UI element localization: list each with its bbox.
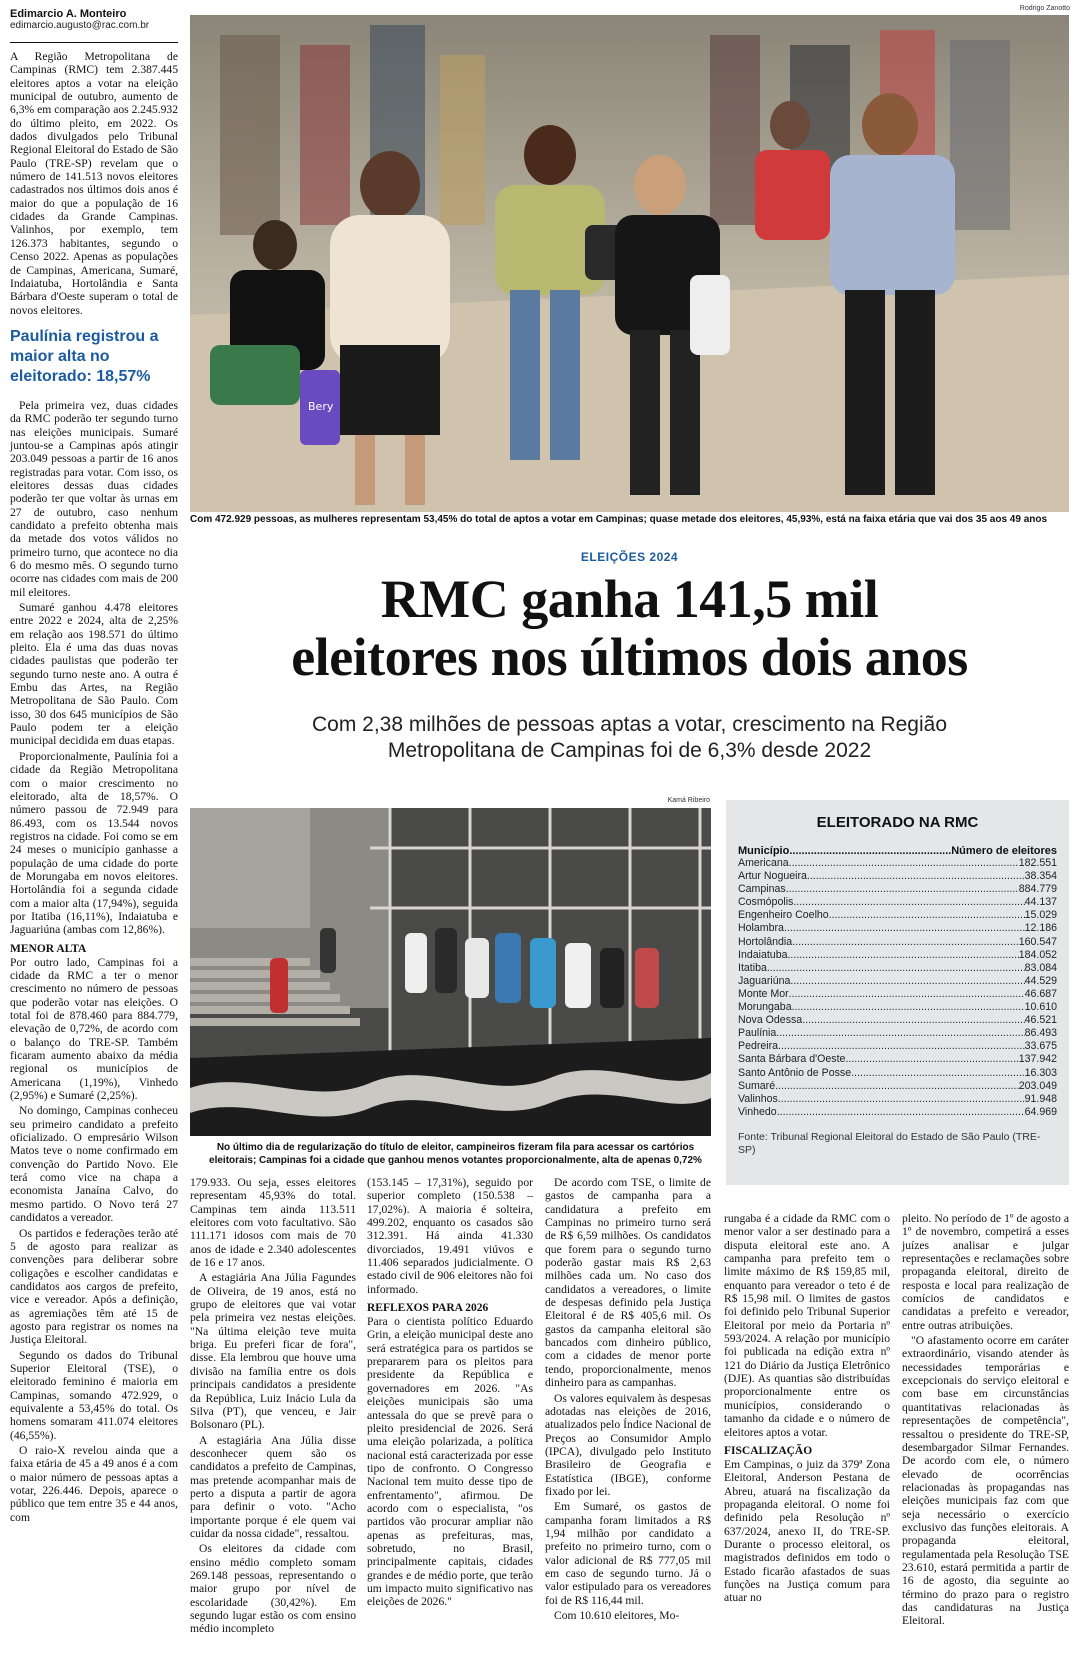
- voter-count: 137.942: [1018, 1053, 1057, 1066]
- dot-leader: [786, 883, 1019, 896]
- column-6: [902, 1212, 1069, 1630]
- photo-caption: No último dia de regularização do título de eleitor, campineiros fizeram fila para acessar os cartórios eleitorais; Campinas foi a cidade que ganhou menos votantes proporcionalmente, alta de apenas 0,72%: [209, 1142, 702, 1166]
- deck-line-1: Com 2,38 milhões de pessoas aptas a votar, crescimento na Região: [311, 713, 947, 736]
- dot-leader: [775, 1080, 1019, 1093]
- paragraph: A estagiária Ana Júlia Fagundes de Oliveira, de 19 anos, está no grupo de eleitores que vai votar pela primeira vez nestas eleições. "Na última eleição teve muita briga. Eu preferi ficar de fora", disse. Ela lembrou que houve uma divisão na família entre os dois principais candidatos a presidente da República, Luiz Inácio Lula da Silva (PT), que venceu, e Jair Bolsonaro (PL).: [190, 1271, 356, 1432]
- voter-count: 884.779: [1018, 883, 1057, 896]
- table-rows: [738, 857, 1057, 1119]
- city-name: Monte Mor: [738, 987, 789, 1000]
- table-row: [738, 1053, 1057, 1066]
- voter-count: 15.029: [1024, 909, 1057, 922]
- voter-count: 16.303: [1024, 1066, 1057, 1079]
- city-name: Cosmópolis: [738, 896, 794, 909]
- table-row: [738, 1093, 1057, 1106]
- paragraph: O raio-X revelou ainda que a faixa etária de 45 a 49 anos é a com o maior número de pessoas aptas a votar, 226.446. Depois, aparece o público que tem entre 35 e 44 anos, com: [10, 1444, 178, 1524]
- lead-paragraph: A Região Metropolitana de Campinas (RMC) tem 2.387.445 eleitores aptos a votar na eleição municipal de outubro, aumento de 6,3% em comparação aos 2.245.932 do último pleito, em 2022. Os dados divulgados pelo Tribunal Regional Eleitoral do Estado de São Paulo (TRE-SP) revelam que o número de 141.513 novos eleitores cadastrados nos últimos dois anos é maior do que a população de 16 cidades da Grande Campinas. Valinhos, por exemplo, tem 126.373 habitantes, segundo o Censo 2022. Apenas as populações de Campinas, Americana, Sumaré, Indaiatuba, Hortolândia e Santa Bárbara d'Oeste superam o total de novos eleitores.: [10, 50, 178, 317]
- paragraph: Em Campinas, o juiz da 379ª Zona Eleitoral, Anderson Pestana de Abreu, atuará na fiscalização da propaganda eleitoral. O nome foi definido pela Resolução nº 637/2024, anexo II, do TRE-SP. Durante o processo eleitoral, os magistrados definidos em todo o Estado ficarão afastados de suas funções na Justiça comum para atuar no: [724, 1457, 890, 1605]
- table-row: [738, 857, 1057, 870]
- dot-leader: [845, 1053, 1018, 1066]
- city-name: Nova Odessa: [738, 1014, 803, 1027]
- paragraph: Por outro lado, Campinas foi a cidade da RMC a ter o menor crescimento no número de pessoas que poderão votar nas eleições. O total foi de 878.460 para 884.779, elevação de 0,72%, de acordo com o balanço do TRE-SP. Também ficaram aumento abaixo da média regional os municípios de Americana (1,19%), Vinhedo (2,95%) e Sumaré (2,25%).: [10, 955, 178, 1103]
- paragraph: (153.145 – 17,31%), seguido por superior completo (150.538 – 17,02%). A maioria é solteira, 499.202, enquanto os casados são 312.391. Há ainda 41.330 divorciados, 19.491 viúvos e 11.406 separados judicialmente. O estado civil de 906 eleitores não foi informado.: [367, 1176, 533, 1296]
- city-name: Itatiba: [738, 961, 767, 974]
- crowd-photo: [190, 15, 1069, 512]
- column-5: [724, 1212, 890, 1607]
- city-name: Paulínia: [738, 1027, 777, 1040]
- dot-leader: [778, 1093, 1025, 1106]
- voter-count: 44.529: [1024, 974, 1057, 987]
- voter-count: 64.969: [1024, 1105, 1057, 1118]
- dot-leader: [789, 845, 951, 857]
- dot-leader: [829, 909, 1025, 922]
- dot-leader: [793, 896, 1024, 909]
- author-email[interactable]: edimarcio.augusto@rac.com.br: [10, 20, 150, 31]
- dot-leader: [807, 870, 1025, 883]
- table-title: ELEITORADO NA RMC: [816, 814, 979, 831]
- table-row: [738, 922, 1057, 935]
- subheading-menor-alta: MENOR ALTA: [10, 942, 87, 955]
- table-row: [738, 988, 1057, 1001]
- city-name: Valinhos: [738, 1092, 778, 1105]
- voter-count: 182.551: [1018, 857, 1057, 869]
- column-3: [367, 1176, 533, 1611]
- table-row: [738, 883, 1057, 896]
- table-header: [738, 845, 1057, 857]
- city-name: Pedreira: [738, 1040, 779, 1053]
- author-name: Edimarcio A. Monteiro: [10, 8, 127, 20]
- highlight-quote: Paulínia registrou a maior alta no eleitorado: 18,57%: [10, 327, 159, 385]
- city-name: Sumaré: [738, 1079, 776, 1092]
- table-row: [738, 936, 1057, 949]
- deck-line-2: Metropolitana de Campinas foi de 6,3% desde 2022: [387, 739, 872, 762]
- column-header-city: Município: [738, 845, 790, 857]
- paragraph: A estagiária Ana Júlia disse desconhecer quem são os candidatos a prefeito de Campinas, mas pretende acompanhar mais de perto a disputa a partir de agora para definir o voto. "Acho importante porque é ele quem vai cuidar da nossa cidade", ressaltou.: [190, 1433, 356, 1540]
- paragraph: rungaba é a cidade da RMC com o menor valor a ser destinado para a disputa eleitoral este ano. A campanha para prefeito tem o limite máximo de R$ 159,85 mil, enquanto para vereador o teto é de R$ 15,98 mil. O limites de gastos foi definido pelo Tribunal Superior Eleitoral por meio da Portaria nº 593/2024. A relação por município foi publicada na edição extra nº 121 do Diário da Justiça Eletrônico (DJE). As quantias são distribuídas proporcionalmente entre os municípios, considerando o tamanho da cidade e o número de eleitores aptos a votar.: [724, 1212, 890, 1439]
- paragraph: Pela primeira vez, duas cidades da RMC poderão ter segundo turno nas eleições municipais. Sumaré juntou-se a Campinas após atingir 203.049 pessoas a partir de 16 anos registradas para votar. Com isso, os eleitores dessas duas cidades poderão ter que voltar às urnas em 27 de outubro, caso nenhum candidato a prefeito obtenha mais da metade dos votos válidos no primeiro turno, que acontece no dia 6 do mesmo mês. O segundo turno ocorre nas cidades com mais de 200 mil eleitores.: [10, 398, 178, 599]
- city-name: Jaguariúna: [738, 974, 791, 987]
- paragraph: Para o cientista político Eduardo Grin, a eleição municipal deste ano será estratégica para os partidos se prepararem para os pleitos para presidente da República e governadores em 2026. "As eleições municipais são uma antessala do que se prevê para o pleito presidencial de 2026. Será uma eleição polarizada, a política nacional está caracterizada por esse tipo de confronto. O Congresso Nacional tem muito desse tipo de enfrentamento", afirmou. De acordo com o especialista, "os partidos vão procurar ampliar não apenas as prefeituras, mas, sobretudo, no Brasil, principalmente capitais, cidades grandes e de médio porte, que terão um impacto muito significativo nas eleições de 2026.": [367, 1315, 533, 1609]
- photo-credit: Kamá Ribeiro: [667, 797, 710, 804]
- queue-photo: [190, 808, 711, 1136]
- table-row: [738, 1040, 1057, 1053]
- paragraph: Os valores equivalem às despesas adotadas nas eleições de 2016, atualizados pelo Índice Nacional de Preços ao Consumidor Amplo (IPCA), divulgado pelo Instituto Brasileiro de Geografia e Estatística (IBGE), conforme fixado por lei.: [545, 1391, 711, 1498]
- table-source: Fonte: Tribunal Regional Eleitoral do Estado de São Paulo (TRE-SP): [738, 1130, 1041, 1156]
- city-name: Indaiatuba: [738, 948, 788, 961]
- city-name: Santa Bárbara d'Oeste: [738, 1053, 846, 1066]
- dot-leader: [789, 988, 1025, 1001]
- voter-count: 33.675: [1024, 1040, 1057, 1053]
- voter-count: 46.687: [1024, 987, 1057, 1000]
- paragraph: No domingo, Campinas conheceu seu primeiro candidato a prefeito oficializado. O empresário Wilson Matos teve o nome confirmado em convenção do Partido Novo. Ele terá como vice na chapa a economista Janaína Calvo, do mesmo partido. O Novo terá 27 candidatos a vereador.: [10, 1104, 178, 1225]
- dot-leader: [802, 1014, 1024, 1027]
- city-name: Americana: [738, 857, 789, 869]
- paragraph: Segundo os dados do Tribunal Superior Eleitoral (TSE), o eleitorado feminino é maioria em Campinas, somando 472.929, o equivalente a 53,45% do total. Os homens somaram 411.074 eleitores (46,55%).: [10, 1348, 178, 1442]
- dot-leader: [851, 1067, 1025, 1080]
- headline: [190, 570, 1069, 686]
- dot-leader: [792, 936, 1019, 949]
- paragraph: Em Sumaré, os gastos de campanha foram limitados a R$ 1,94 milhão por candidato a prefeito no primeiro turno, com o valor adicional de R$ 777,05 mil em caso de segundo turno. Já o valor estipulado para os vereadores foi de R$ 116,44 mil.: [545, 1500, 711, 1607]
- photo-credit: Rodrigo Zanotto: [1019, 5, 1070, 12]
- dot-leader: [789, 857, 1019, 870]
- photo-caption: Com 472.929 pessoas, as mulheres representam 53,45% do total de aptos a votar em Campinas; quase metade dos eleitores, 45,93%, está na faixa etária que vai dos 35 aos 49 anos: [190, 514, 1048, 525]
- table-row: [738, 896, 1057, 909]
- table-row: [738, 962, 1057, 975]
- kicker: ELEIÇÕES 2024: [580, 550, 679, 564]
- paragraph: Proporcionalmente, Paulínia foi a cidade da Região Metropolitana com o maior crescimento no eleitorado, alta de 18,57%. O número passou de 72.949 para 86.493, com os 13.544 novos registros na cidade. Foi como se em 24 meses o município ganhasse a população de uma cidade do porte de Morungaba em novos eleitores. Hortolândia foi a segunda cidade com a maior alta (17,94%), seguida por Itatiba (16,11%), Indaiatuba e Jaguariúna (ambas com 12,86%).: [10, 749, 178, 937]
- dot-leader: [784, 922, 1025, 935]
- subheading-fiscalizacao: FISCALIZAÇÃO: [724, 1444, 813, 1457]
- paragraph: Com 10.610 eleitores, Mo-: [554, 1609, 680, 1622]
- headline-line-1: RMC ganha 141,5 mil: [380, 569, 879, 629]
- city-name: Holambra: [738, 922, 784, 935]
- column-header-value: Número de eleitores: [951, 845, 1057, 857]
- byline: [10, 8, 180, 31]
- headline-line-2: eleitores nos últimos dois anos: [291, 627, 968, 687]
- paragraph: "O afastamento ocorre em caráter extraordinário, visando atender às necessidades temporárias e excepcionais do serviço eleitoral e com base em circunstâncias quantitativas relacionadas às representações de competência", ressaltou o presidente do TRE-SP, desembargador Silmar Fernandes. De acordo com ele, o número elevado de ocorrências relacionadas às propagandas nas eleições municipais faz com que seja necessário o exercício exclusivo das funções eleitorais. A propaganda eleitoral, regulamentada pela Resolução TSE 23.610, estará permitida a partir de 16 de agosto, dia seguinte ao término do prazo para o registro das candidaturas na Justiça Eleitoral.: [902, 1334, 1069, 1628]
- table-row: [738, 1067, 1057, 1080]
- voter-count: 184.052: [1018, 948, 1057, 961]
- table-row: [738, 1014, 1057, 1027]
- paragraph: 179.933. Ou seja, esses eleitores representam 45,93% do total. Campinas tem ainda 113.511 eleitores com voto facultativo. São 111.171 idosos com mais de 70 anos de idade e 2.340 adolescentes de 16 e 17 anos.: [190, 1176, 356, 1270]
- bag-text: Bery: [308, 400, 334, 413]
- city-name: Hortolândia: [738, 935, 793, 948]
- paragraph: Os partidos e federações terão até 5 de agosto para realizar as convenções para deliberar sobre coligações e escolher candidatas e candidatos aos cargos de prefeito, vice e vereador. Após a definição, as agremiações têm até 15 de agosto para registrar os nomes na Justiça Eleitoral.: [10, 1226, 178, 1347]
- voter-count: 10.610: [1024, 1001, 1057, 1014]
- deck: [190, 712, 1069, 764]
- city-name: Engenheiro Coelho: [738, 909, 829, 922]
- voter-count: 12.186: [1024, 922, 1057, 935]
- table-row: [738, 975, 1057, 988]
- city-name: Vinhedo: [738, 1105, 777, 1118]
- voter-count: 86.493: [1024, 1027, 1057, 1040]
- column-2: [190, 1176, 356, 1638]
- paragraph: Os eleitores da cidade com ensino médio completo somam 269.148 pessoas, representando o maior grupo por nível de escolaridade (30,42%). Em segundo lugar estão os com ensino médio incompleto: [190, 1542, 356, 1636]
- table-row: [738, 909, 1057, 922]
- voter-count: 44.137: [1024, 896, 1057, 909]
- city-name: Artur Nogueira: [738, 870, 807, 883]
- dot-leader: [790, 975, 1024, 988]
- table-row: [738, 1001, 1057, 1014]
- dot-leader: [787, 949, 1018, 962]
- paragraph: De acordo com TSE, o limite de gastos de campanha para a candidatura a prefeito em Campinas no primeiro turno será de R$ 6,59 milhões. Os candidatos que forem para o segundo turno poderão gastar mais R$ 2,63 milhões cada um. No caso dos candidatos a vereadores, o limite de despesas definido pela Justiça Eleitoral é de R$ 405,6 mil. Os gastos da campanha eleitoral são bancados com dinheiro público, com a cidades de menor porte tendo, proporcionalmente, menos dinheiro para as campanhas.: [545, 1176, 711, 1390]
- byline-rule: [10, 42, 178, 43]
- subheading-reflexos: REFLEXOS PARA 2026: [367, 1302, 489, 1315]
- column-1: [10, 50, 178, 1526]
- paragraph: Sumaré ganhou 4.478 eleitores entre 2022 e 2024, alta de 2,25% em relação aos 198.571 do último pleito. Ela é uma das duas novas cidades paulistas que poderão ter segundo turno neste ano. A outra é Embu das Artes, na Região Metropolitana de São Paulo. Com isso, 30 dos 645 municípios de São Paulo podem ter a eleição municipal decidida em duas etapas.: [10, 601, 178, 748]
- voter-count: 160.547: [1018, 935, 1057, 948]
- city-name: Santo Antônio de Posse: [738, 1066, 852, 1079]
- dot-leader: [792, 1001, 1025, 1014]
- city-name: Campinas: [738, 883, 786, 896]
- voter-count: 83.084: [1024, 961, 1057, 974]
- voter-count: 46.521: [1024, 1014, 1057, 1027]
- voter-count: 91.948: [1024, 1092, 1057, 1105]
- table-row: [738, 1080, 1057, 1093]
- city-name: Morungaba: [738, 1001, 792, 1014]
- voter-count: 203.049: [1018, 1079, 1057, 1092]
- table-row: [738, 870, 1057, 883]
- dot-leader: [776, 1027, 1024, 1040]
- column-4: [545, 1176, 711, 1624]
- dot-leader: [767, 962, 1025, 975]
- eleitorado-table-box: [726, 800, 1069, 1185]
- table-row: [738, 949, 1057, 962]
- table-row: [738, 1106, 1057, 1119]
- voter-count: 38.354: [1024, 870, 1057, 883]
- table-row: [738, 1027, 1057, 1040]
- paragraph: pleito. No período de 1º de agosto a 1º de novembro, competirá a esses juízes analisar e julgar representações e reclamações sobre propaganda eleitoral, direito de resposta e local para realização de comícios de candidatos e candidatas a prefeito e vereador, entre outras atribuições.: [902, 1212, 1069, 1332]
- dot-leader: [778, 1040, 1025, 1053]
- dot-leader: [777, 1106, 1025, 1119]
